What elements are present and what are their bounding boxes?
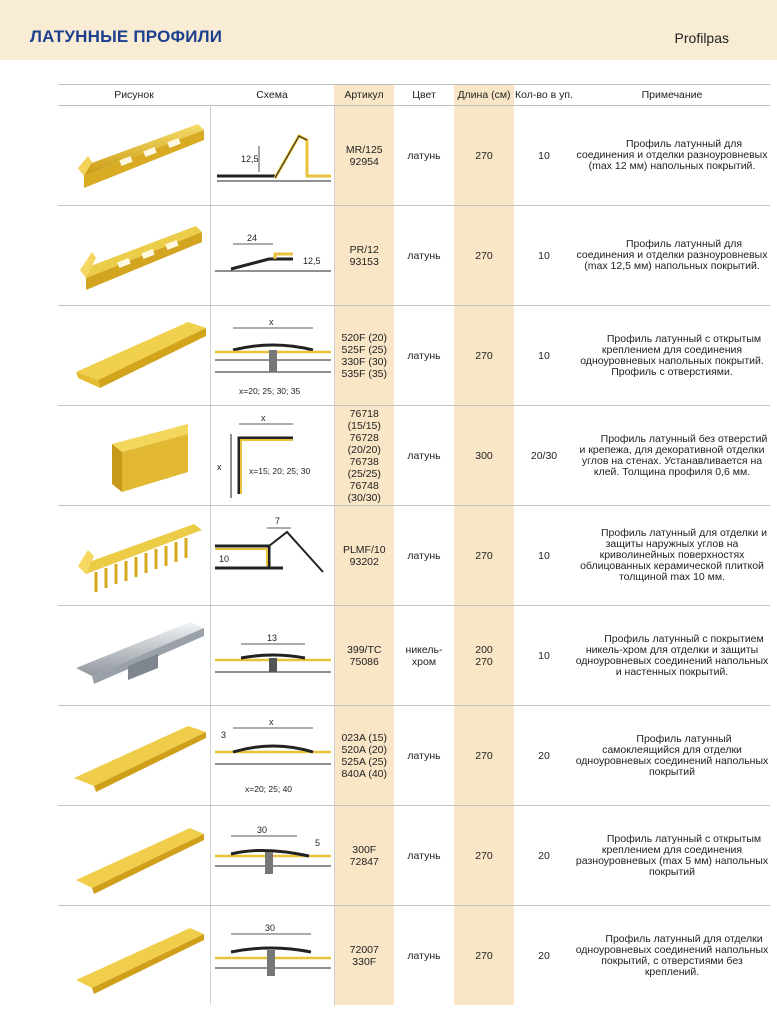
brass-step-edge-profile-icon xyxy=(58,106,210,205)
note-paragraph: Профиль латунный с открытым креплением для соединения одноуровневых напольных покрытий. Профиль с отверстиями. xyxy=(580,332,764,378)
article-code: 76718 (15/15) 76728 (20/20) 76738 (25/25) 76748 (30/30) xyxy=(334,406,394,506)
product-scheme xyxy=(210,106,334,206)
brass-flat-profile-icon xyxy=(58,806,210,905)
profiles-table xyxy=(58,84,770,1005)
note-text xyxy=(574,606,770,706)
length-value: 300 xyxy=(454,406,514,506)
note-text xyxy=(574,406,770,506)
brass-flat-profile-icon xyxy=(58,906,210,1005)
product-scheme xyxy=(210,306,334,406)
brass-step-edge-profile-icon xyxy=(58,206,210,305)
table-row xyxy=(58,906,770,1006)
article-code: PR/12 93153 xyxy=(334,206,394,306)
note-paragraph: Профиль латунный для соединения и отделки разноуровневых (max 12 мм) напольных покрытий. xyxy=(576,138,768,172)
color-value: латунь xyxy=(407,949,441,962)
article-code: 023A (15) 520A (20) 525A (25) 840A (40) xyxy=(334,706,394,806)
dimension-label: x xyxy=(268,317,273,327)
article-code: PLMF/10 93202 xyxy=(334,506,394,606)
length-value: 270 xyxy=(454,506,514,606)
table-row xyxy=(58,406,770,506)
length-value: 270 xyxy=(454,906,514,1006)
note-text xyxy=(574,206,770,306)
note-paragraph: Профиль латунный с открытым креплением для соединения разноуровневых (max 5 мм) напольных покрытий xyxy=(575,832,769,878)
col-header-scheme: Схема xyxy=(210,85,334,106)
length-value: 270 xyxy=(454,706,514,806)
qty-value: 10 xyxy=(514,506,574,606)
table-row xyxy=(58,506,770,606)
length-value: 270 xyxy=(454,306,514,406)
product-scheme xyxy=(210,706,334,806)
color-value: латунь xyxy=(394,306,454,406)
table-header-row xyxy=(58,85,770,106)
note-paragraph: Профиль латунный с покрытием никель-хром для отделки и защиты одноуровневых соединений напольных и настенных покрытий. xyxy=(575,632,769,678)
note-text xyxy=(574,806,770,906)
dimension-label: x xyxy=(216,462,221,472)
product-picture xyxy=(58,506,210,606)
product-picture xyxy=(58,706,210,806)
dimension-label: x xyxy=(260,413,265,423)
length-value: 200 270 xyxy=(454,606,514,706)
profile-scheme-diagram xyxy=(211,306,335,405)
col-header-length: Длина (см) xyxy=(454,85,514,106)
dimension-label: 5 xyxy=(314,838,320,848)
length-value: 270 xyxy=(454,806,514,906)
note-text xyxy=(574,906,770,1006)
dimension-label: 3 xyxy=(220,730,226,740)
article-code: MR/125 92954 xyxy=(334,106,394,206)
col-header-picture: Рисунок xyxy=(58,85,210,106)
note-paragraph: Профиль латунный без отверстий и крепежа, для декоративной отделки углов на стенах. Устанавливается на клей. Толщина профиля 0,6 мм. xyxy=(579,432,768,478)
article-code: 72007 330F xyxy=(334,906,394,1006)
table-row xyxy=(58,706,770,806)
table-row xyxy=(58,306,770,406)
dimension-label: 24 xyxy=(246,233,257,243)
qty-value: 20 xyxy=(514,806,574,906)
dimension-label: 30 xyxy=(264,923,275,933)
brand-name: Profilpas xyxy=(674,30,729,46)
qty-value: 20/30 xyxy=(514,406,574,506)
product-picture xyxy=(58,806,210,906)
brass-flat-adhesive-profile-icon xyxy=(58,706,210,805)
chrome-t-profile-icon xyxy=(58,606,210,705)
qty-value: 10 xyxy=(514,106,574,206)
product-scheme xyxy=(210,906,334,1006)
dimension-label: 10 xyxy=(218,554,229,564)
product-scheme xyxy=(210,506,334,606)
note-text xyxy=(574,306,770,406)
note-paragraph: Профиль латунный для соединения и отделки разноуровневых (max 12,5 мм) напольных покрытий. xyxy=(576,238,768,272)
color-value: никель- хром xyxy=(394,606,454,706)
product-picture xyxy=(58,406,210,506)
dimension-label: 12,5 xyxy=(302,256,321,266)
product-scheme xyxy=(210,406,334,506)
note-paragraph: Профиль латунный самоклеящийся для отделки одноуровневых соединений напольных покрытий xyxy=(575,732,769,778)
col-header-color: Цвет xyxy=(394,85,454,106)
col-header-qty: Кол-во в уп. xyxy=(514,85,574,106)
note-text xyxy=(574,706,770,806)
qty-value: 10 xyxy=(514,306,574,406)
dimension-label: 12,5 xyxy=(240,154,259,164)
color-value: латунь xyxy=(394,206,454,306)
col-header-article: Артикул xyxy=(334,85,394,106)
length-value: 270 xyxy=(454,106,514,206)
dimension-label: x=15; 20; 25; 30 xyxy=(248,466,310,476)
length-value: 270 xyxy=(454,206,514,306)
profile-scheme-diagram xyxy=(211,106,335,205)
table-row xyxy=(58,806,770,906)
profile-scheme-diagram xyxy=(211,606,335,705)
product-picture xyxy=(58,306,210,406)
color-value: латунь xyxy=(394,706,454,806)
qty-value: 20 xyxy=(538,949,550,962)
product-scheme xyxy=(210,606,334,706)
profile-scheme-diagram xyxy=(211,706,335,805)
col-header-note: Примечание xyxy=(574,85,770,106)
product-picture xyxy=(58,606,210,706)
table-row xyxy=(58,206,770,306)
product-scheme xyxy=(210,806,334,906)
note-paragraph: Профиль латунный для отделки и защиты наружных углов на криволинейных поверхностях облицованных керамической плиткой толщиной max 10 мм. xyxy=(580,527,767,583)
color-value: латунь xyxy=(394,106,454,206)
dimension-label: 13 xyxy=(266,633,277,643)
profile-scheme-diagram xyxy=(211,806,335,905)
dimension-label: x xyxy=(268,717,273,727)
qty-value: 20 xyxy=(514,706,574,806)
product-picture xyxy=(58,106,210,206)
dimension-label: 30 xyxy=(256,825,267,835)
page-header xyxy=(0,0,777,60)
qty-value: 10 xyxy=(514,206,574,306)
profile-scheme-diagram xyxy=(211,406,335,505)
table-row xyxy=(58,606,770,706)
note-text xyxy=(574,106,770,206)
dimension-label: x=20; 25; 30; 35 xyxy=(238,386,300,396)
article-code: 300F 72847 xyxy=(334,806,394,906)
color-value: латунь xyxy=(394,806,454,906)
article-code: 399/TC 75086 xyxy=(334,606,394,706)
brass-corner-profile-icon xyxy=(58,406,210,505)
brass-t-profile-icon xyxy=(58,306,210,405)
brass-comb-profile-icon xyxy=(58,506,210,605)
article-code: 520F (20) 525F (25) 330F (30) 535F (35) xyxy=(334,306,394,406)
qty-value: 10 xyxy=(514,606,574,706)
color-value: латунь xyxy=(394,506,454,606)
profile-scheme-diagram xyxy=(211,506,335,605)
color-value: латунь xyxy=(394,406,454,506)
page-title: ЛАТУННЫЕ ПРОФИЛИ xyxy=(30,27,223,46)
dimension-label: x=20; 25; 40 xyxy=(244,784,292,794)
table-row xyxy=(58,106,770,206)
product-picture xyxy=(58,206,210,306)
note-paragraph: Профиль латунный для отделки одноуровневых соединений напольных покрытий, с отверстиями без креплений. xyxy=(575,932,769,978)
product-scheme xyxy=(210,206,334,306)
note-text xyxy=(574,506,770,606)
product-picture xyxy=(58,906,210,1006)
dimension-label: 7 xyxy=(274,516,280,526)
profile-scheme-diagram xyxy=(211,206,335,305)
profile-scheme-diagram xyxy=(211,906,335,1005)
